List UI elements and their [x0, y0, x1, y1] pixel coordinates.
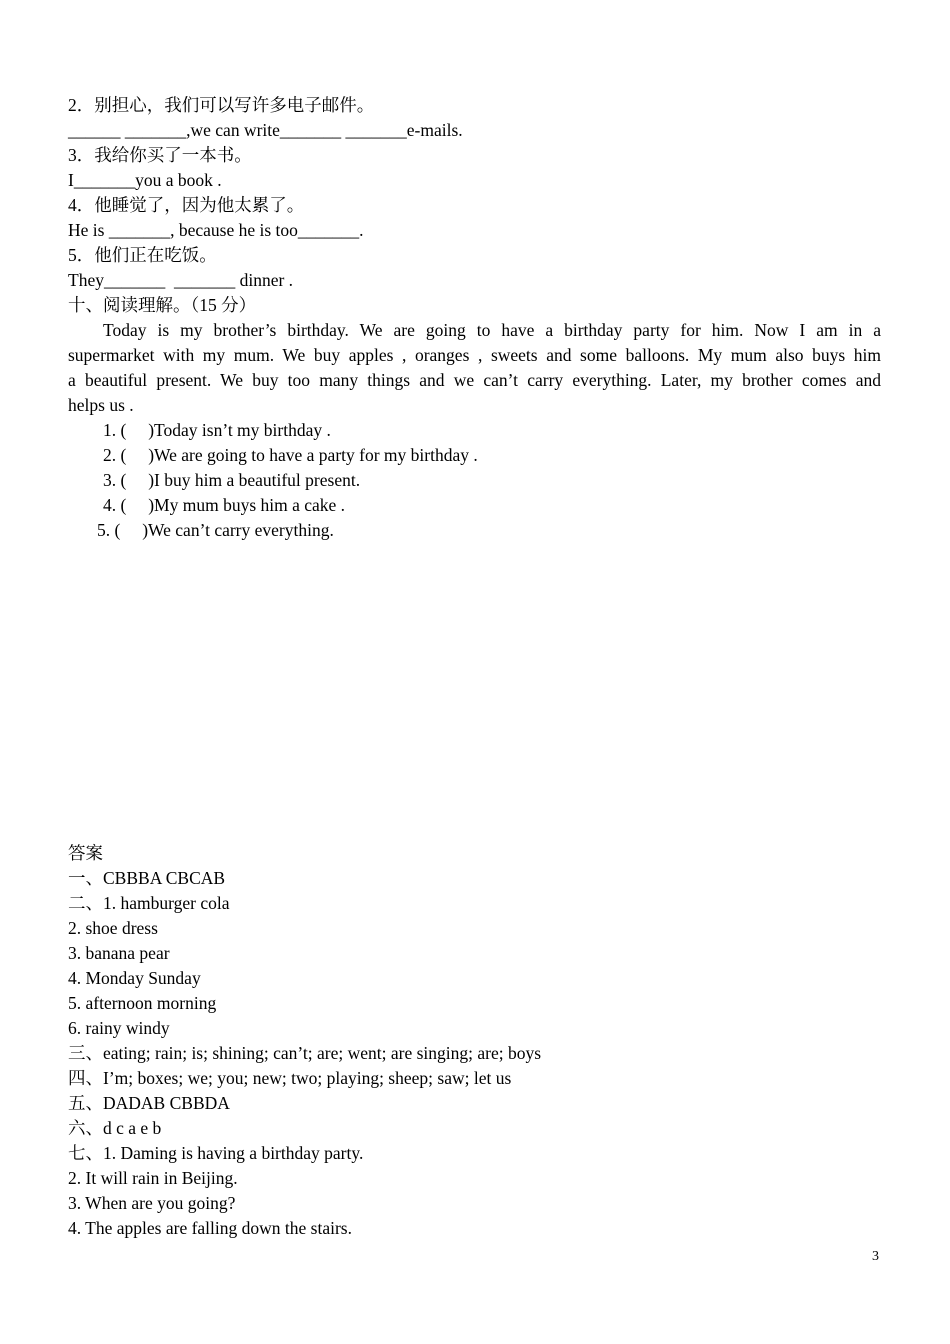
passage-line: supermarket with my mum. We buy apples , oranges , sweets and some balloons. My mum also buys him — [68, 345, 881, 365]
answer-line: 三、eating; rain; is; shining; can’t; are; went; are singing; are; boys — [68, 1043, 542, 1063]
answer-line: 四、I’m; boxes; we; you; new; two; playing; sheep; saw; let us — [68, 1068, 512, 1088]
answers-title: 答案 — [68, 843, 103, 863]
answer-line: 二、1. hamburger cola — [68, 893, 230, 913]
exercise-5-english: They_______ _______ dinner . — [68, 270, 294, 290]
question-item: 4. ( )My mum buys him a cake . — [103, 495, 346, 515]
answer-line: 3. When are you going? — [68, 1193, 236, 1213]
passage-line: helps us . — [68, 395, 134, 415]
passage-line: a beautiful present. We buy too many things and we can’t carry everything. Later, my brother comes and — [68, 370, 881, 390]
question-item: 2. ( )We are going to have a party for my birthday . — [103, 445, 478, 465]
answer-line: 2. It will rain in Beijing. — [68, 1168, 238, 1188]
answer-line: 4. The apples are falling down the stairs. — [68, 1218, 352, 1238]
exercise-5-chinese: 5．他们正在吃饭。 — [68, 245, 217, 265]
question-item: 3. ( )I buy him a beautiful present. — [103, 470, 361, 490]
answer-line: 5. afternoon morning — [68, 993, 217, 1013]
answer-line: 2. shoe dress — [68, 918, 158, 938]
question-item: 5. ( )We can’t carry everything. — [97, 520, 334, 540]
exercise-2-english: ______ _______,we can write_______ _______e-mails. — [68, 120, 463, 140]
answer-line: 3. banana pear — [68, 943, 170, 963]
answer-line: 6. rainy windy — [68, 1018, 170, 1038]
exercise-3-english: I_______you a book . — [68, 170, 222, 190]
exercise-2-chinese: 2．别担心，我们可以写许多电子邮件。 — [68, 95, 375, 115]
answer-line: 一、CBBBA CBCAB — [68, 868, 226, 888]
answer-line: 五、DADAB CBBDA — [68, 1093, 230, 1113]
page-number: 3 — [872, 1249, 879, 1264]
exercise-4-chinese: 4．他睡觉了，因为他太累了。 — [68, 195, 305, 215]
answer-line: 4. Monday Sunday — [68, 968, 201, 988]
question-item: 1. ( )Today isn’t my birthday . — [103, 420, 331, 440]
answer-line: 七、1. Daming is having a birthday party. — [68, 1143, 364, 1163]
passage-line: Today is my brother’s birthday. We are going to have a birthday party for him. Now I am in a — [103, 320, 881, 340]
exercise-3-chinese: 3．我给你买了一本书。 — [68, 145, 252, 165]
answer-line: 六、d c a e b — [68, 1118, 162, 1138]
exercise-4-english: He is _______, because he is too_______. — [68, 220, 364, 240]
reading-heading: 十、阅读理解。（15 分） — [68, 295, 257, 315]
